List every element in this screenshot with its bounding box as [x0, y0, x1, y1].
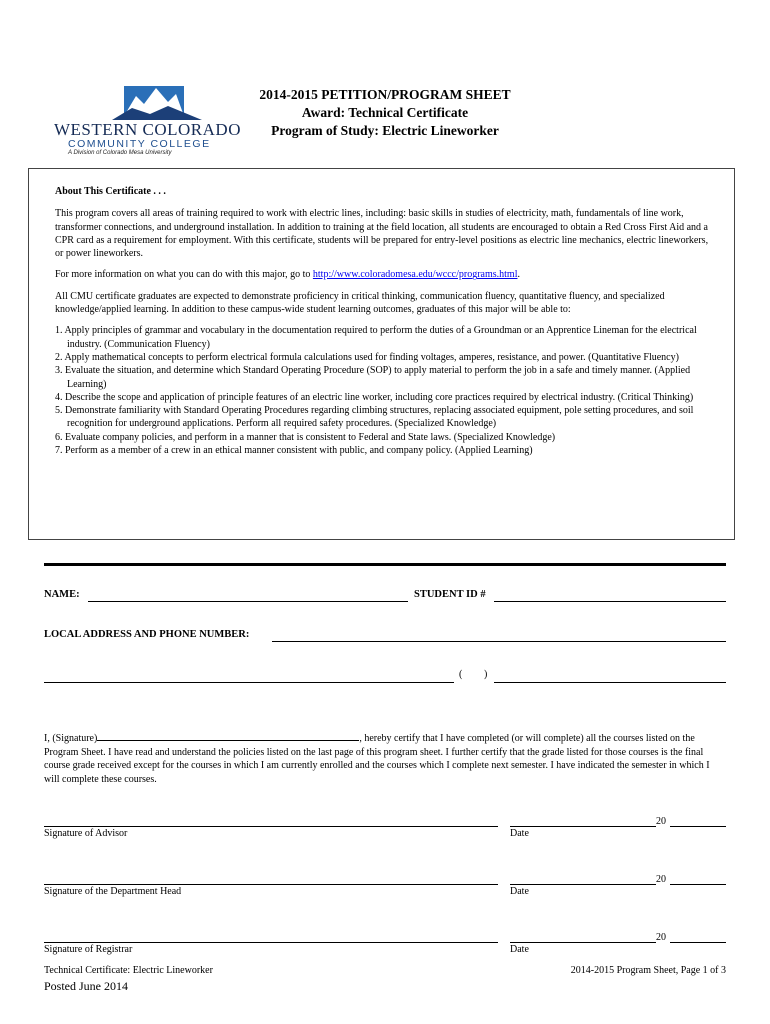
- dept-head-date-field[interactable]: [510, 884, 656, 885]
- phone-field[interactable]: [494, 682, 726, 683]
- dept-head-date-label: Date: [510, 886, 529, 897]
- header-program: Program of Study: Electric Lineworker: [271, 123, 499, 138]
- name-label: NAME:: [44, 589, 80, 600]
- advisor-signature-field[interactable]: [44, 826, 498, 827]
- section-divider: [44, 563, 726, 566]
- programs-link[interactable]: http://www.coloradomesa.edu/wccc/programs.html: [312, 269, 518, 281]
- address-field-line2[interactable]: [44, 682, 454, 683]
- dept-head-signature-field[interactable]: [44, 884, 498, 885]
- advisor-date-label: Date: [510, 828, 529, 839]
- list-item: 1. Apply principles of grammar and vocabulary in the documentation required to perform the duties of a Groundman or an Apprentice Lineman for the electrical industry. (Communication Fluency): [55, 325, 697, 350]
- registrar-date-label: Date: [510, 944, 529, 955]
- advisor-year-field[interactable]: [670, 826, 726, 827]
- dept-head-signature-label: Signature of the Department Head: [44, 886, 182, 897]
- logo-community-college: COMMUNITY COLLEGE: [68, 138, 211, 150]
- registrar-signature-label: Signature of Registrar: [44, 944, 133, 955]
- more-info-prefix: For more information on what you can do with this major, go to: [55, 269, 313, 281]
- registrar-signature-field[interactable]: [44, 942, 498, 943]
- certify-prefix: I, (Signature): [44, 733, 98, 744]
- outcomes-list: [55, 324, 711, 457]
- logo-subtitle: A Division of Colorado Mesa University: [68, 150, 172, 156]
- advisor-signature-label: Signature of Advisor: [44, 828, 128, 839]
- footer-program: Technical Certificate: Electric Lineworker: [44, 965, 213, 976]
- phone-close-paren: ): [484, 669, 488, 680]
- list-item: 2. Apply mathematical concepts to perform electrical formula calculations used for finding voltages, amperes, resistance, and power. (Quantitative Fluency): [55, 351, 679, 363]
- about-heading: About This Certificate . . .: [55, 186, 166, 197]
- list-item: 5. Demonstrate familiarity with Standard Operating Procedures regarding climbing structures, replacing associated equipment, pole setting procedures, and soil recognition for underground applications. Perform all required safety procedures. (Specialized Knowledge): [55, 405, 694, 430]
- list-item: 3. Evaluate the situation, and determine which Standard Operating Procedure (SOP) to apply material to perform the job in a safe and timely manner. (Applied Learning): [55, 365, 691, 390]
- dept-head-year-field[interactable]: [670, 884, 726, 885]
- address-field[interactable]: [272, 641, 726, 642]
- header-title: 2014-2015 PETITION/PROGRAM SHEET: [259, 87, 511, 102]
- list-item: 6. Evaluate company policies, and perform in a manner that is consistent to Federal and State laws. (Specialized Knowledge): [55, 431, 556, 443]
- name-field[interactable]: [88, 601, 408, 602]
- college-logo: [48, 78, 241, 160]
- about-description: This program covers all areas of training required to work with electric lines, including: basic skills in studies of electricity, math, fundamentals of line work, transformer connections, and underground installation. In addition to training at the field location, all students are encouraged to obtain a Red Cross First Aid and a CPR card as a requirement for employment. With this certificate, students will be prepared for entry-level positions as electric line mechanics, electric lineworkers, or power lineworkers.: [55, 208, 709, 260]
- registrar-year-prefix: 20: [656, 932, 666, 943]
- footer-page-number: 2014-2015 Program Sheet, Page 1 of 3: [570, 965, 726, 976]
- student-id-field[interactable]: [494, 601, 726, 602]
- header-award: Award: Technical Certificate: [301, 105, 469, 120]
- certify-signature-field[interactable]: [97, 731, 359, 741]
- about-certificate-box: [28, 168, 735, 540]
- certify-text: , hereby certify that I have completed (or will complete) all the courses listed on the Program Sheet. I have read and understand the policies listed on the last page of this program sheet. I further certify that the grade listed for those courses is the final course grade received except for the courses in which I am currently enrolled and the courses which I complete next semester. I have indicated the semester in which I will complete these courses.: [44, 733, 710, 785]
- more-info: [55, 268, 711, 281]
- advisor-date-field[interactable]: [510, 826, 656, 827]
- list-item: 4. Describe the scope and application of principle features of an electric line worker, including core practices required by electrical industry. (Critical Thinking): [55, 391, 694, 403]
- footer-posted: Posted June 2014: [44, 979, 128, 993]
- document-header: [240, 86, 530, 140]
- dept-head-year-prefix: 20: [656, 874, 666, 885]
- registrar-date-field[interactable]: [510, 942, 656, 943]
- outcomes-intro: All CMU certificate graduates are expected to demonstrate proficiency in critical thinking, communication fluency, quantitative fluency, and specialized knowledge/applied learning. In addition to these campus-wide student learning outcomes, graduates of this major will be able to:: [55, 290, 665, 316]
- phone-open-paren: (: [459, 669, 463, 680]
- address-label: LOCAL ADDRESS AND PHONE NUMBER:: [44, 629, 250, 640]
- student-id-label: STUDENT ID #: [414, 589, 486, 600]
- advisor-year-prefix: 20: [656, 816, 666, 827]
- certification-statement: [44, 731, 726, 786]
- list-item: 7. Perform as a member of a crew in an ethical manner consistent with public, and company policy. (Applied Learning): [55, 445, 533, 457]
- more-info-suffix: .: [517, 269, 520, 281]
- logo-wordmark: WESTERN COLORADO: [54, 120, 241, 139]
- registrar-year-field[interactable]: [670, 942, 726, 943]
- mountain-logo-icon: [102, 78, 212, 122]
